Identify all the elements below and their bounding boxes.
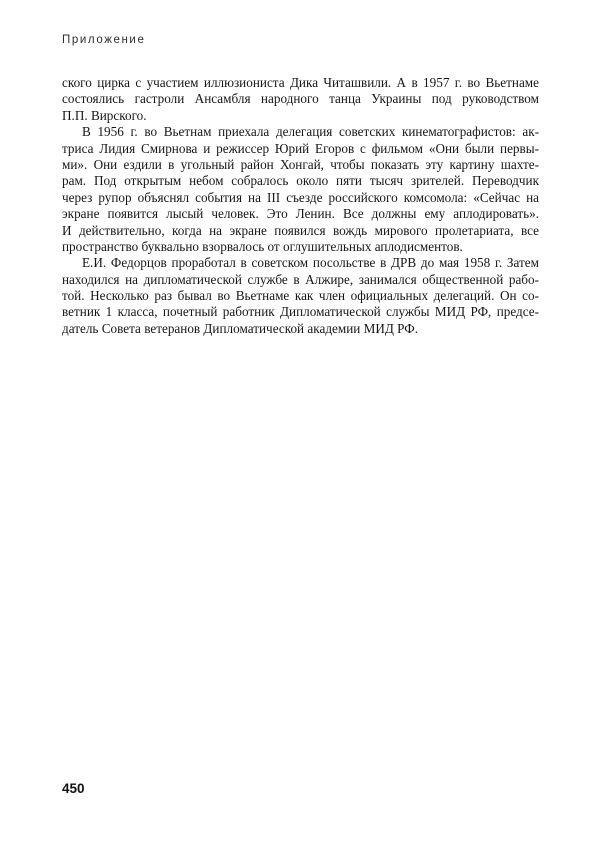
text-line: состоялись гастроли Ансамбля народного танца Украины под руководством — [62, 91, 539, 107]
text-line: триса Лидия Смирнова и режиссер Юрий Егоров с фильмом «Они были первы- — [62, 140, 539, 156]
text-line: П.П. Вирского. — [62, 107, 147, 123]
body-text — [62, 75, 539, 337]
page-number: 450 — [62, 781, 85, 796]
paragraph — [62, 124, 539, 255]
text-line: экране появится лысый человек. Это Ленин. Все должны ему аплодировать». — [62, 206, 539, 222]
text-line: ского цирка с участием иллюзиониста Дика Читашвили. А в 1957 г. во Вьетнаме — [62, 75, 539, 90]
text-line: пространство буквально взорвалось от оглушительных аплодисментов. — [62, 238, 463, 254]
text-line: датель Совета ветеранов Дипломатической академии МИД РФ. — [62, 320, 419, 336]
paragraph — [62, 255, 539, 337]
text-line: И действительно, когда на экране появился вождь мирового пролетариата, все — [62, 222, 539, 238]
text-line: находился на дипломатической службе в Алжире, занимался общественной рабо- — [62, 271, 539, 287]
paragraph — [62, 75, 539, 124]
text-line: ветник 1 класса, почетный работник Дипломатической службы МИД РФ, предсе- — [62, 304, 539, 320]
text-line: Е.И. Федорцов проработал в советском посольстве в ДРВ до мая 1958 г. Затем — [82, 255, 539, 271]
text-line: ми». Они ездили в угольный район Хонгай, чтобы показать эту картину шахте- — [62, 156, 539, 172]
text-line: через рупор объяснял события на III съезде российского комсомола: «Сейчас на — [62, 189, 539, 205]
text-line: В 1956 г. во Вьетнам приехала делегация советских кинематографистов: ак- — [82, 124, 539, 140]
text-line: той. Несколько раз бывал во Вьетнаме как член официальных делегаций. Он со- — [62, 288, 539, 304]
running-header: Приложение — [62, 34, 146, 46]
text-line: рам. Под открытым небом собралось около пяти тысяч зрителей. Переводчик — [62, 173, 539, 189]
